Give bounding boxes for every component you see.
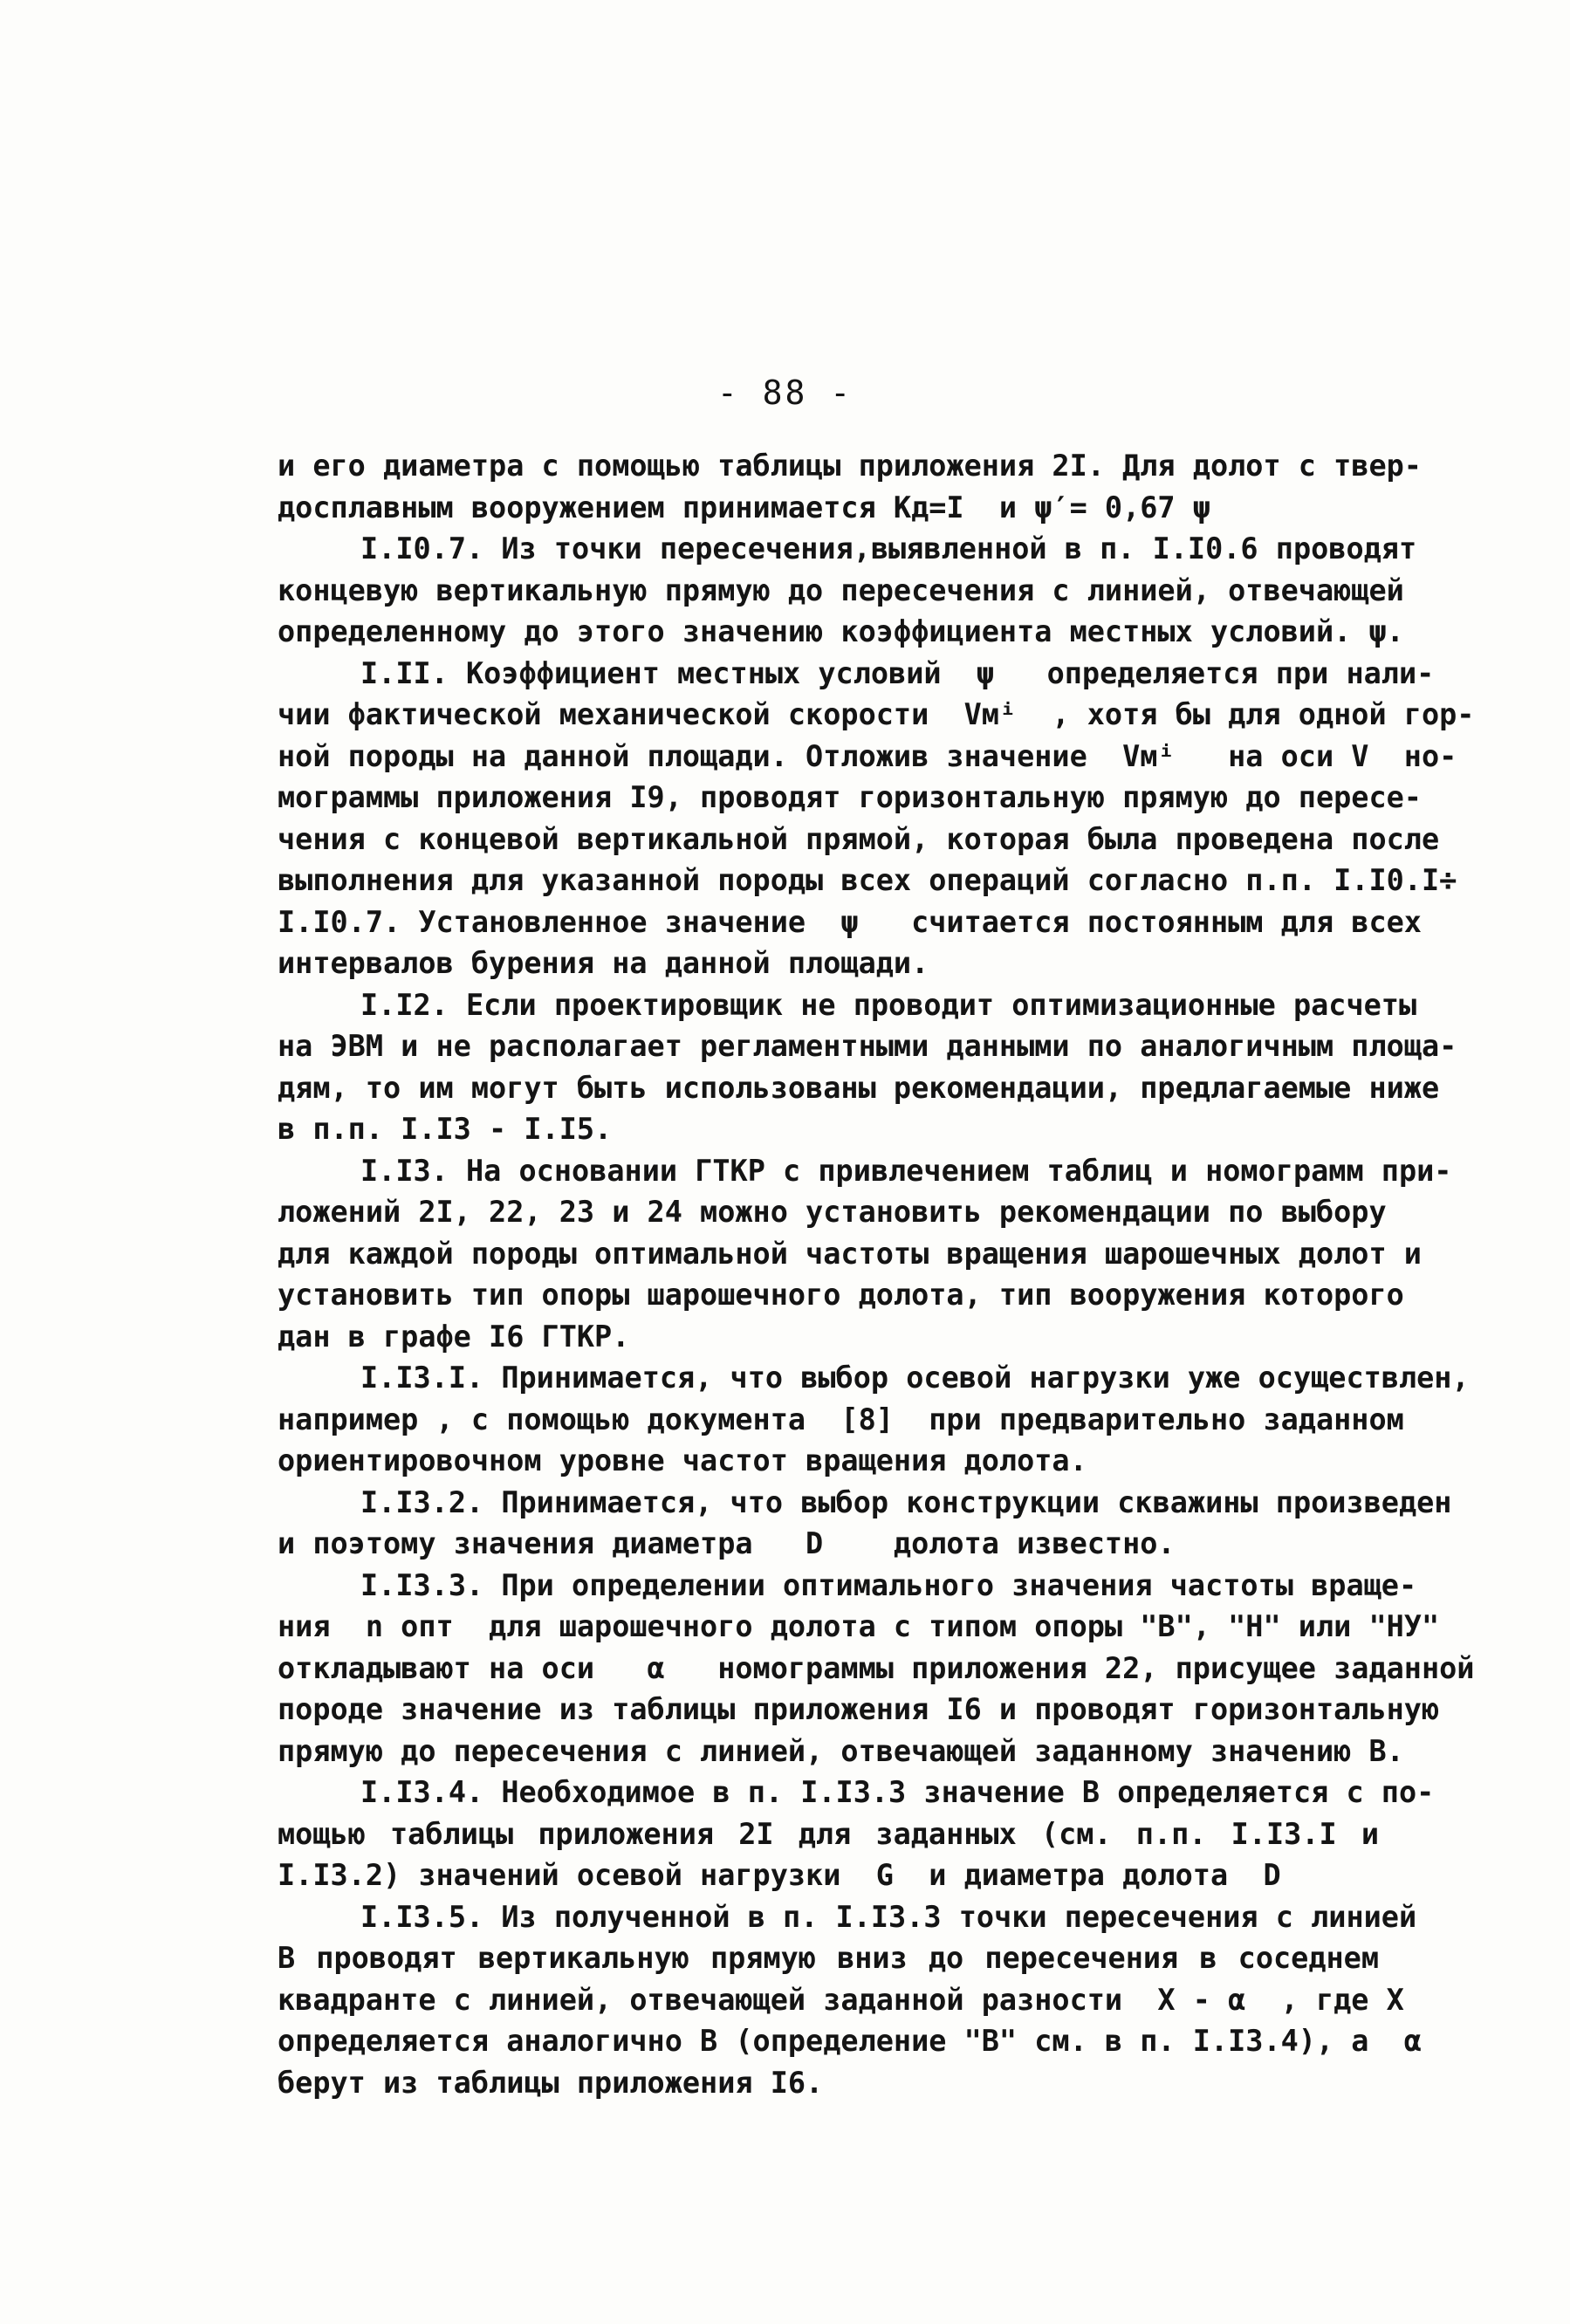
paragraph-first-line: I.I3.5. Из полученной в п. I.I3.3 точки пересечения с линией <box>360 1899 1417 1934</box>
text-line: породе значение из таблицы приложения I6 и проводят горизонтальную <box>278 1692 1440 1726</box>
text-line: I.I0.7. Установленное значение ψ считается постоянным для всех <box>278 904 1422 939</box>
paragraph-first-line: I.I3.4. Необходимое в п. I.I3.3 значение В определяется с по- <box>360 1775 1435 1809</box>
text-line: прямую до пересечения с линией, отвечающей заданному значению В. <box>278 1733 1404 1768</box>
text-line: выполнения для указанной породы всех операций согласно п.п. I.I0.I÷ <box>278 863 1457 897</box>
text-line: на ЭВМ и не располагает регламентными данными по аналогичным площа- <box>278 1029 1457 1063</box>
text-line: досплавным вооружением принимается Кд=I и ψ′= 0,67 ψ <box>278 490 1210 524</box>
text-line: чения с концевой вертикальной прямой, которая была проведена после <box>278 821 1440 856</box>
text-line: мограммы приложения I9, проводят горизонтальную прямую до пересе- <box>278 780 1422 814</box>
text-line: квадранте с линией, отвечающей заданной разности X - α , где X <box>278 1982 1404 2017</box>
paragraph-first-line: I.I3. На основании ГТКР с привлечением таблиц и номограмм при- <box>360 1153 1452 1188</box>
text-line: определяется аналогично В (определение "В" см. в п. I.I3.4), а α <box>278 2024 1422 2058</box>
text-line: интервалов бурения на данной площади. <box>278 946 929 980</box>
text-line: ния n опт для шарошечного долота с типом опоры "В", "Н" или "НУ" <box>278 1609 1440 1643</box>
paragraph-first-line: I.I3.2. Принимается, что выбор конструкции скважины произведен <box>360 1484 1452 1519</box>
text-line: В проводят вертикальную прямую вниз до пересечения в соседнем <box>278 1941 1379 1975</box>
paragraph-first-line: I.II. Коэффициент местных условий ψ определяется при нали- <box>360 655 1435 690</box>
text-line: берут из таблицы приложения I6. <box>278 2065 824 2100</box>
text-line: ложений 2I, 22, 23 и 24 можно установить рекомендации по выбору <box>278 1195 1387 1229</box>
text-line: дан в графе I6 ГТКР. <box>278 1319 630 1354</box>
text-line: установить тип опоры шарошечного долота, тип вооружения которого <box>278 1278 1404 1312</box>
text-line: чии фактической механической скорости Vмⁱ , хотя бы для одной гор- <box>278 697 1475 731</box>
paragraph-first-line: I.I2. Если проектировщик не проводит оптимизационные расчеты <box>360 987 1417 1022</box>
text-line: определенному до этого значению коэффициента местных условий. ψ. <box>278 614 1404 648</box>
text-line: концевую вертикальную прямую до пересечения с линией, отвечающей <box>278 572 1404 607</box>
page-number: - 88 - <box>716 374 854 412</box>
text-line: ной породы на данной площади. Отложив значение Vмⁱ на оси V но- <box>278 738 1457 773</box>
text-line: и его диаметра с помощью таблицы приложения 2I. Для долот с твер- <box>278 449 1422 483</box>
text-line: I.I3.2) значений осевой нагрузки G и диаметра долота D <box>278 1858 1281 1892</box>
paragraph-first-line: I.I3.3. При определении оптимального значения частоты враще- <box>360 1567 1417 1602</box>
body-text <box>278 445 1475 2103</box>
text-line: ориентировочном уровне частот вращения долота. <box>278 1443 1087 1477</box>
paragraph-first-line: I.I0.7. Из точки пересечения,выявленной в п. I.I0.6 проводят <box>360 531 1417 566</box>
text-line: в п.п. I.I3 - I.I5. <box>278 1112 613 1146</box>
text-line: дям, то им могут быть использованы рекомендации, предлагаемые ниже <box>278 1070 1440 1105</box>
text-line: для каждой породы оптимальной частоты вращения шарошечных долот и <box>278 1236 1422 1271</box>
paragraph-first-line: I.I3.I. Принимается, что выбор осевой нагрузки уже осуществлен, <box>360 1361 1470 1395</box>
text-line: откладывают на оси α номограммы приложения 22, присущее заданной <box>278 1650 1475 1685</box>
text-line: мощью таблицы приложения 2I для заданных (см. п.п. I.I3.I и <box>278 1816 1379 1851</box>
text-line: например , с помощью документа [8] при предварительно заданном <box>278 1402 1404 1436</box>
text-line: и поэтому значения диаметра D долота известно. <box>278 1526 1176 1560</box>
